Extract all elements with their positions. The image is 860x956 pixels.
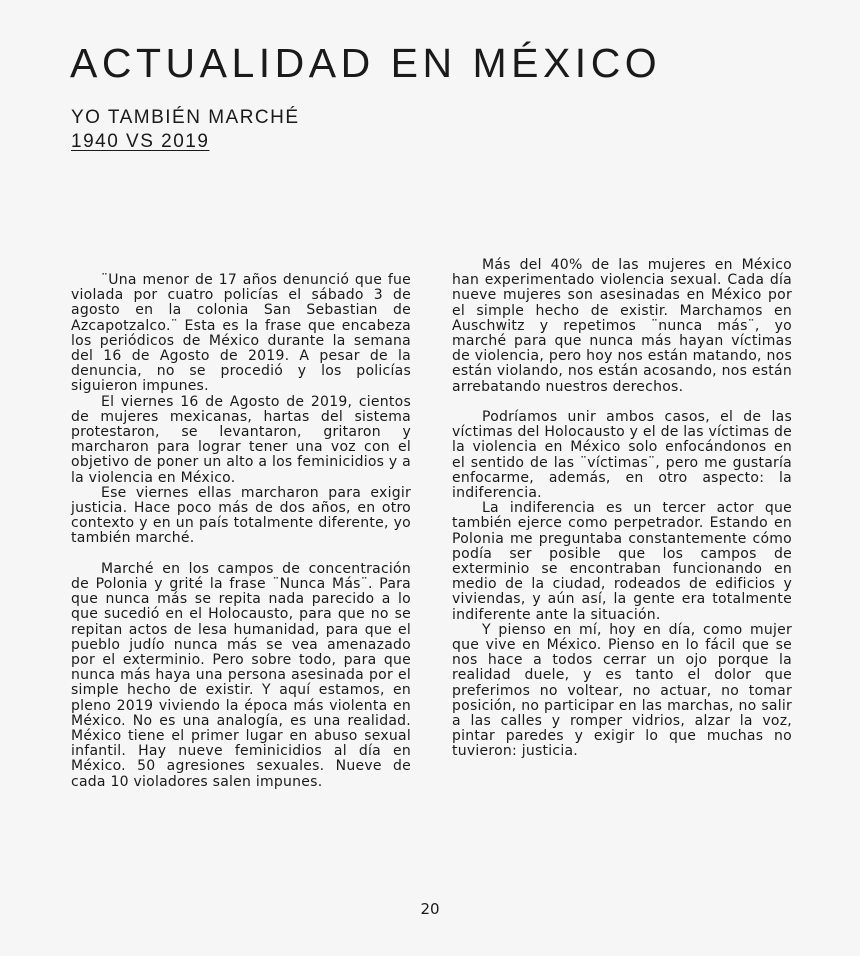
paragraph: Ese viernes ellas marcharon para exigir justicia. Hace poco más de dos años, en otro contexto y en un país totalmente diferente, yo también marché.	[71, 484, 411, 547]
paragraph: Más del 40% de las mujeres en México han experimentado violencia sexual. Cada día nueve mujeres son asesinadas en México por el simple hecho de existir. Marchamos en Auschwitz y repetimos ¨nunca más¨, yo marché para que nunca más hayan víctimas de violencia, pero hoy nos están matando, nos están violando, nos están acosando, nos están arrebatando nuestros derechos.	[452, 257, 792, 395]
paragraph: ¨Una menor de 17 años denunció que fue violada por cuatro policías el sábado 3 de agosto en la colonia San Sebastian de Azcapotzalco.¨ Esta es la frase que encabeza los periódicos de México durante la semana del 16 de Agosto de 2019. A pesar de la denuncia, no se procedió y los policías siguieron impunes.	[71, 272, 411, 395]
paragraph: La indiferencia es un tercer actor que también ejerce como perpetrador. Estando en Polonia me preguntaba constantemente cómo podía ser posible que los campos de exterminio se encontraban funcionando en medio de la ciudad, rodeados de edificios y viviendas, y aún así, la gente era totalmente indiferente ante la situación.	[452, 500, 792, 623]
paragraph: El viernes 16 de Agosto de 2019, cientos de mujeres mexicanas, hartas del sistema protestaron, se levantaron, gritaron y marcharon para lograr tener una voz con el objetivo de poner un alto a los feminicidios y a la violencia en México.	[71, 393, 411, 486]
right-column	[452, 258, 792, 760]
left-column	[71, 273, 411, 790]
paragraph: Marché en los campos de concentración de Polonia y grité la frase ¨Nunca Más¨. Para que nunca más se repita nada parecido a lo que sucedió en el Holocausto, para que no se repitan actos de lesa humanidad, para que el pueblo judío nunca más se vea amenazado por el exterminio. Pero sobre todo, para que nunca más haya una persona asesinada por el simple hecho de existir. Y aquí estamos, en pleno 2019 viviendo la época más violenta en México. No es una analogía, es una realidad. México tiene el primer lugar en abuso sexual infantil. Hay nueve feminicidios al día en México. 50 agresiones sexuales. Nueve de cada 10 violadores salen impunes.	[71, 560, 411, 790]
page-title: ACTUALIDAD EN MÉXICO	[70, 40, 662, 86]
paragraph: Podríamos unir ambos casos, el de las víctimas del Holocausto y el de las víctimas de la violencia en México solo enfocándonos en el sentido de las ¨víctimas¨, pero me gustaría enfocarme, además, en otro aspecto: la indiferencia.	[452, 409, 792, 502]
paragraph: Y pienso en mí, hoy en día, como mujer que vive en México. Pienso en lo fácil que se nos hace a todos cerrar un ojo porque la realidad duele, y es tanto el dolor que preferimos no voltear, no actuar, no tomar posición, no participar en las marchas, no salir a las calles y romper vidrios, alzar la voz, pintar paredes y exigir lo que muchas no tuvieron: justicia.	[452, 621, 792, 760]
article-subtitle: YO TAMBIÉN MARCHÉ	[71, 107, 300, 128]
page-number: 20	[420, 900, 440, 918]
article-dates: 1940 VS 2019	[71, 131, 210, 152]
